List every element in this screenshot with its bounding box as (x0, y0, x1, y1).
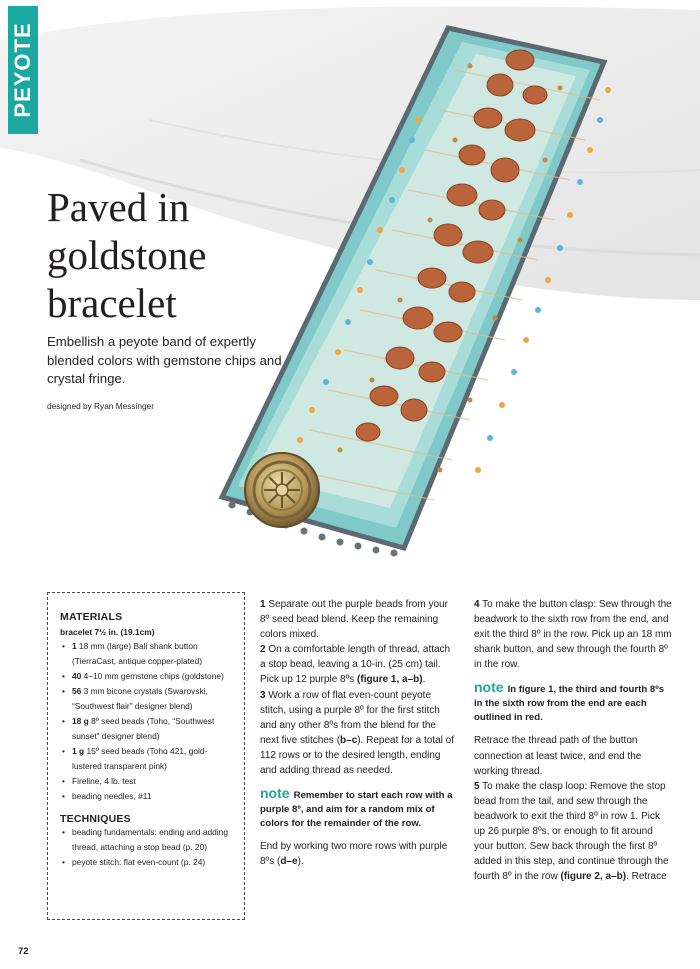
materials-qty: 1 g (72, 746, 85, 756)
materials-item (60, 639, 236, 669)
figure-reference: b–c (340, 734, 358, 746)
techniques-item: • beading fundamentals: ending and adding thread, attaching a stop bead (p. 20) (60, 825, 236, 855)
note-text: In figure 1, the third and fourth 8ºs in the sixth row from the end are each outlined in red. (474, 684, 665, 724)
techniques-list (60, 825, 236, 870)
step-number: 2 (260, 644, 266, 656)
note-label: note (474, 679, 504, 696)
materials-item (60, 789, 236, 804)
materials-subheading: bracelet 7½ in. (19.1cm) (60, 627, 155, 637)
page-number: 72 (18, 946, 29, 957)
note-1 (260, 786, 455, 831)
step-text: Separate out the purple beads from your 8º seed bead blend. Keep the remaining colors mixed. (260, 599, 448, 641)
step-1 (260, 597, 455, 642)
shank-button-illustration (245, 453, 319, 527)
title-line: Paved in (47, 184, 190, 230)
step-text: Work a row of flat even-count peyote stitch, using a purple 8º for the first stitch and any other 8ºs from the blend for the next five stitches ( (260, 689, 440, 746)
materials-box (47, 592, 245, 920)
title-line: goldstone (47, 232, 207, 278)
step-4 (474, 597, 672, 672)
materials-qty: 56 (72, 686, 82, 696)
note-label: note (260, 785, 290, 802)
step-5 (474, 779, 672, 885)
materials-list (60, 639, 236, 804)
step-text: On a comfortable length of thread, attach a stop bead, leaving a 10-in. (25 cm) tail. Pick up 12 purple 8ºs (260, 644, 451, 686)
step-3-continued (260, 839, 455, 869)
step-text: ). (297, 856, 304, 868)
materials-text: 8º seed beads (Toho, “Southwest sunset” designer blend) (72, 716, 215, 741)
materials-text: 3 mm bicone crystals (Swarovski, “Southwest flair” designer blend) (72, 686, 208, 711)
step-text: ). Repeat for a total of 112 rows or to the desired length, ending and adding thread as needed. (260, 734, 454, 777)
materials-item (60, 669, 236, 684)
materials-heading: MATERIALS (60, 611, 123, 623)
title-line: bracelet (47, 280, 177, 326)
materials-item (60, 714, 236, 744)
byline: designed by Ryan Messinger (47, 401, 154, 411)
step-2 (260, 642, 455, 687)
materials-text: 4–10 mm gemstone chips (goldstone) (83, 671, 224, 681)
materials-text: beading needles, #11 (72, 791, 152, 801)
figure-reference: d–e (280, 856, 298, 868)
materials-qty: 18 g (72, 716, 89, 726)
section-tab-label: PEYOTE (10, 22, 35, 118)
step-3 (260, 688, 455, 779)
step-number: 4 (474, 599, 480, 610)
section-tab (8, 6, 38, 134)
step-number: 1 (260, 599, 266, 610)
instructions-column-1 (260, 597, 455, 869)
step-text: . Retrace (626, 871, 667, 883)
note-2 (474, 680, 672, 725)
materials-item (60, 744, 236, 774)
note-text: Remember to start each row with a purple 8º, and aim for a random mix of colors for the remainder of the row. (260, 790, 453, 830)
step-text: To make the button clasp: Sew through the beadwork to the sixth row from the end, and exit the third 8º in the row. Pick up an 18 mm shank button, and sew through the fourth 8º in the row. (474, 599, 672, 671)
materials-qty: 40 (72, 671, 82, 681)
step-number: 5 (474, 780, 480, 792)
figure-reference: (figure 1, a–b) (357, 674, 423, 686)
article-deck: Embellish a peyote band of expertly blended colors with gemstone chips and crystal fringe. (47, 334, 282, 386)
materials-text: 18 mm (large) Bali shank button (TierraCast, antique copper-plated) (72, 641, 203, 666)
figure-reference: (figure 2, a–b) (560, 871, 627, 883)
materials-item (60, 684, 236, 714)
step-text: To make the clasp loop: Remove the stop bead from the tail, and sew through the beadwork to exit the third 8º in row 1. Pick up 26 purple 8ºs, or enough to fit around your button. Sew back through the first 8º added in this step, and continue through the fourth 8º in the row (474, 780, 669, 883)
step-text: . (422, 674, 426, 686)
techniques-heading: TECHNIQUES (60, 813, 131, 825)
materials-text: 15º seed beads (Toho 421, gold-lustered transparent pink) (72, 746, 208, 771)
article-title (47, 183, 206, 327)
materials-text: Fireline, 4 lb. test (72, 776, 136, 786)
instructions-column-2 (474, 597, 672, 884)
materials-qty: 1 (72, 641, 77, 651)
step-4-continued: Retrace the thread path of the button connection at least twice, and end the working thread. (474, 735, 642, 777)
step-number: 3 (260, 689, 266, 701)
techniques-item: • peyote stitch: flat even-count (p. 24) (60, 855, 236, 870)
step-text: End by working two more rows with purple 8ºs ( (260, 841, 448, 868)
materials-item (60, 774, 236, 789)
